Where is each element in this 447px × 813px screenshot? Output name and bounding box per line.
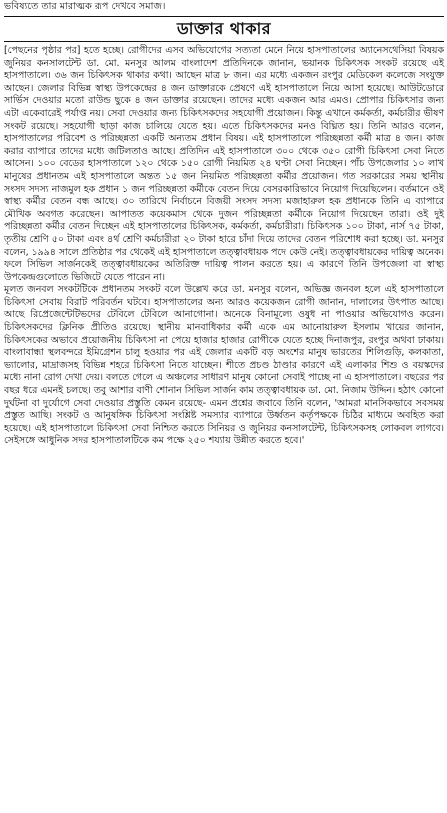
- article-paragraph-1: [4, 45, 444, 284]
- headline-bar: [4, 16, 444, 42]
- paragraph-2-text: মূলত জনবল সংকটটিকে প্রধানতম সংকট বলে উল্লেখ করে ডা. মনসুর বলেন, অভিজ্ঞ জনবল হলে এই হাসপাতালে চিকিৎসা সেবায় বিরাট পরিবর্তন ঘটবে। হাসপাতালের অন্য আরও কয়েকজন রোগী জানান, দালালের উৎপাত আছে। আছে রিপ্রেজেন্টেটিভদের টেবিলে টেবিলে আনাগোনা। অনেকে বিনামূল্যে ওষুধ না পাওয়ার অভিযোগও করেন। চিকিৎসকদের ক্লিনিক প্রীতিও রয়েছে। স্থানীয় মানবাধিকার কর্মী একে এম আনোয়ারুল ইসলাম খায়ের জানান, চিকিৎসকের অভাবে প্রয়োজনীয় চিকিৎসা না পেয়ে হাজার হাজার রোগীকে যেতে হচ্ছে দিনাজপুর, রংপুর অথবা ঢাকায়। বাংলাবান্ধা স্থলবন্দরে ইমিগ্রেশন চালু হওয়ার পর এই জেলার একটি বড় অংশের মানুষ ভারতের শিলিগুড়ি, কলকাতা, ভ্যালোর, মাদ্রাজসহ বিভিন্ন শহরে চিকিৎসা নিতে যাচ্ছেন। শীতে প্রচণ্ড ঠাণ্ডার কারণে এই এলাকার শিশু ও বয়স্কদের মধ্যে নানা রোগ দেখা দেয়। বলতে গেলে এ অঞ্চলের সাধারণ মানুষ কোনো সেবাই পাচ্ছে না এ হাসপাতালে। বছরের পর বছর ধরে এমনই চলছে। তবু আশার বাণী শোনান সিভিল সার্জন কাম তত্ত্বাবধায়ক ডা. মো. নিজাম উদ্দিন। হঠাৎ কোনো দুর্ঘটনা বা দুর্যোগে সেবা দেওয়ার প্রস্তুতি কেমন রয়েছে- এমন প্রশ্নের জবাবে তিনি বলেন, 'আমরা মানসিকভাবে সবসময় প্রস্তুত আছি। সংকট ও আনুষঙ্গিক চিকিৎসা সংশ্লিষ্ট সমস্যার ব্যাপারে উর্ধ্বতন কর্তৃপক্ষকে চিঠির মাধ্যমে অবহিত করা হয়েছে। এই হাসপাতালে চিকিৎসা সেবা নিশ্চিত করতে সিনিয়র ও জুনিয়র কনসালটেন্ট, চিকিৎসকসহ লোকবল লাগবে। সেইসঙ্গে আধুনিক সদর হাসপাতালটিকে কম পক্ষে ২৫০ শয্যায় উন্নীত করতে হবে।': [4, 284, 444, 447]
- previous-article-tail: ভবিষ্যতে তার মারাত্মক রূপ দেখবে সমাজ।: [4, 1, 166, 12]
- article-body: [4, 45, 444, 448]
- article-paragraph-2: [4, 284, 444, 448]
- continued-marker: [পেছনের পৃষ্ঠার পর]: [4, 45, 81, 56]
- paragraph-1-text: হতে হচ্ছে। রোগীদের এসব অভিযোগের সত্যতা মেনে নিয়ে হাসপাতালের অ্যানেসথেসিয়া বিষয়ক জুনিয়র কনসালটেন্ট ডা. মো. মনসুর আলম বাংলাদেশ প্রতিদিনকে জানান, ভয়ানক চিকিৎসক সংকট রয়েছে এই হাসপাতালে। ৩৬ জন চিকিৎসক থাকার কথা। আছেন মাত্র ৮ জন। এর মধ্যে একজন রংপুর মেডিকেল কলেজে সংযুক্ত আছেন। জেলার বিভিন্ন স্বাস্থ্য উপকেন্দ্রের ৪ জন ডাক্তারকে প্রেষণে এই হাসপাতালে নিয়ে আসা হয়েছে। আউটডোরে সার্ভিস দেওয়ার মতো রাউন্ড ছুকে ৪ জন ডাক্তার রয়েছেন। তাদের মধ্যে একজন আর এমও। প্রোপার চিকিৎসার জন্য এটা একেবারেই পর্যাপ্ত নয়। সেবা দেওয়ার জন্য চিকিৎসকদের সহযোগী প্রয়োজন। কিন্তু এখানে কর্মকর্তা, কর্মচারীর ভীষণ সংকট রয়েছে। সহযোগী ছাড়া কাজ চালিয়ে যেতে হয়। এতে চিকিৎসকদের মনও বিঘ্নিত হয়। তিনি আরও বলেন, হাসপাতালের পরিবেশ ও পরিচ্ছন্নতা একটি অন্যতম প্রধান বিষয়। এই হাসপাতালে পরিচ্ছন্নতা কর্মী মাত্র ৪ জন। কাজ করার ব্যাপারে তাদের মধ্যে জটিলতাও আছে। প্রতিদিন এই হাসপাতালে ৩০০ থেকে ৩৫০ রোগী চিকিৎসা সেবা নিতে আসেন। ১০০ বেডের হাসপাতালে ১২০ থেকে ১৫০ রোগী নিয়মিত ২৪ ঘণ্টা সেবা নিচ্ছেন। পাঁচ উপজেলার ১০ লাখ মানুষের প্রধানতম এই হাসপাতালে অন্তত ১৫ জন নিয়মিত পরিচ্ছন্নতা কর্মীর প্রয়োজন। গত সরকারের সময় স্থানীয় সংসদ সদস্য নাজমুল হক প্রধান ১ জন পরিচ্ছন্নতা কর্মীকে বেতন দিয়ে বেসরকারিভাবে নিয়োগ দিয়েছিলেন। বর্তমানে ওই স্বাস্থ্য কর্মীর বেতন বন্ধ আছে। ৩০ তারিখে নির্বাচনে বিজয়ী সংসদ সদস্য মজাহারুল হক প্রধানকে তিনি এ ব্যাপারে মৌখিক অবগত করেছেন। আপাতত কয়েকমাস থেকে দুজন পরিচ্ছন্নতা কর্মীকে নিয়োগ দিয়েছেন তারা। ওই দুই পরিচ্ছন্নতা কর্মীর বেতন দিচ্ছেন এই হাসপাতালের চিকিৎসক, কর্মকর্তা, কর্মচারীরা। চিকিৎসক ১০০ টাকা, নার্স ৭৫ টাকা, তৃতীয় শ্রেণি ৫০ টাকা এবং ৪র্থ শ্রেণি কর্মচারীরা ২০ টাকা হারে চাঁদা দিয়ে তাদের বেতন পরিশোধ করা হচ্ছে। ডা. মনসুর বলেন, ১৯৯৪ সালে প্রতিষ্ঠার পর থেকেই এই হাসপাতালে তত্ত্বাবধায়ক পদে কেউ নেই। তত্ত্বাবধায়কের দায়িত্ব অনেক। ফলে সিভিল সার্জনকেই তত্ত্বাবধায়কের অতিরিক্ত দায়িত্ব পালন করতে হয়। এ কারণে তিনি উপজেলা বা স্বাস্থ্য উপকেন্দ্রগুলোতে ভিজিটে যেতে পারেন না।: [4, 45, 445, 283]
- article-headline: ডাক্তার থাকার: [176, 19, 272, 38]
